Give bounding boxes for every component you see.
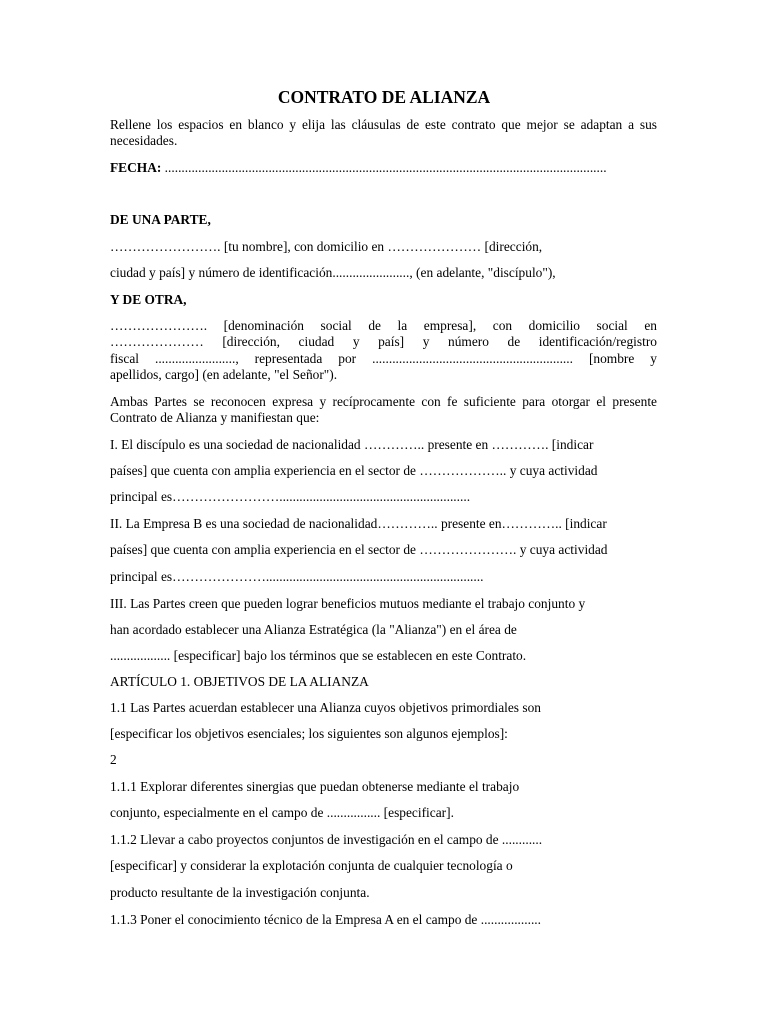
document-title: CONTRATO DE ALIANZA [277,87,491,107]
article-1-1-line-1: 1.1 Las Partes acuerdan establecer una Alianza cuyos objetivos primordiales son [110,700,541,715]
fecha-blank: .................................................................................................................................... [161,160,607,175]
clause-iii-line-1: III. Las Partes creen que pueden lograr beneficios mutuos mediante el trabajo conjunto y [110,596,586,611]
clause-ii-line-3: principal es…………………................................................................. [110,569,484,584]
article-1-1-2-line-3: producto resultante de la investigación conjunta. [110,885,370,900]
article-1-1-2-line-1: 1.1.2 Llevar a cabo proyectos conjuntos de investigación en el campo de ............ [110,832,543,847]
fecha-label: FECHA: [110,160,162,175]
parte2-heading: Y DE OTRA, [110,292,187,307]
clause-ii-line-2: países] que cuenta con amplia experiencia en el sector de …………………. y cuya actividad [110,542,608,557]
parte2-line-2: ………………… [dirección, ciudad y país] y número de identificación/registro [110,334,657,349]
intro-line-1: Rellene los espacios en blanco y elija las cláusulas de este contrato que mejor se adaptan a sus [110,117,657,132]
partes-line-1: Ambas Partes se reconocen expresa y recíprocamente con fe suficiente para otorgar el presente [110,394,657,409]
clause-i-line-2: países] que cuenta con amplia experiencia en el sector de ……………….. y cuya actividad [110,463,598,478]
partes-line-2: Contrato de Alianza y manifiestan que: [110,410,320,425]
clause-i-line-3: principal es……………………......................................................... [110,489,471,504]
intro-line-2: necesidades. [110,133,178,148]
article-1-1-line-2: [especificar los objetivos esenciales; los siguientes son algunos ejemplos]: [110,726,508,741]
parte1-heading: DE UNA PARTE, [110,212,211,227]
parte2-line-1: …………………. [denominación social de la empresa], con domicilio social en [110,318,657,333]
article-1-1-2-line-2: [especificar] y considerar la explotación conjunta de cualquier tecnología o [110,858,513,873]
fecha-line [110,160,657,176]
parte1-line-1: ……………………. [tu nombre], con domicilio en ………………… [dirección, [110,239,543,254]
article-1-heading: ARTÍCULO 1. OBJETIVOS DE LA ALIANZA [110,674,369,689]
clause-ii-line-1: II. La Empresa B es una sociedad de nacionalidad………….. presente en………….. [indicar [110,516,607,531]
clause-iii-line-2: han acordado establecer una Alianza Estratégica (la "Alianza") en el área de [110,622,517,637]
article-1-1-1-line-2: conjunto, especialmente en el campo de ................ [especificar]. [110,805,454,820]
parte2-line-3: fiscal ........................, representada por ............................................................ [nombre y [110,351,657,366]
article-1-1-3-line-1: 1.1.3 Poner el conocimiento técnico de la Empresa A en el campo de .................. [110,912,541,927]
parte2-line-4: apellidos, cargo] (en adelante, "el Señor"). [110,367,338,382]
clause-i-line-1: I. El discípulo es una sociedad de nacionalidad ………….. presente en …………. [indicar [110,437,594,452]
page-number: 2 [110,752,117,767]
clause-iii-line-3: .................. [especificar] bajo los términos que se establecen en este Contrato. [110,648,527,663]
parte1-line-2: ciudad y país] y número de identificación......................., (en adelante, "discípulo"), [110,265,556,280]
article-1-1-1-line-1: 1.1.1 Explorar diferentes sinergias que puedan obtenerse mediante el trabajo [110,779,520,794]
